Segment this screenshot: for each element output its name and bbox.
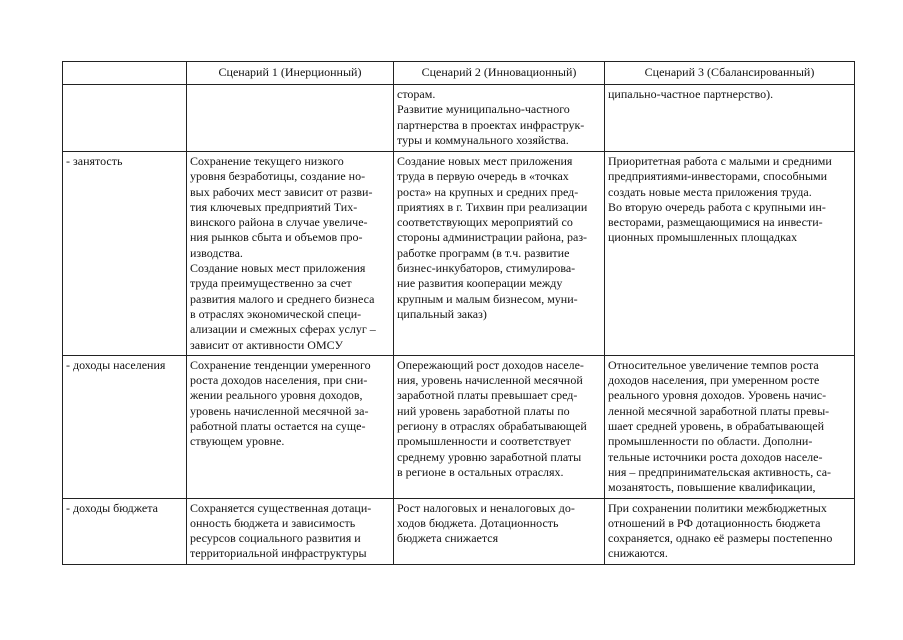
cell-text-line: ния, уровень начисленной месячной: [397, 373, 583, 388]
cell-text-line: доходов населения, при умеренном росте: [608, 373, 820, 388]
cell-text-line: туры и коммунального хозяйства.: [397, 132, 569, 147]
cell-text-line: труда в первую очередь в «точках: [397, 169, 569, 184]
row-label: - доходы населения: [63, 355, 187, 498]
cell-text-line: ципальный заказ): [397, 306, 487, 321]
cell-text-line: ционных промышленных площадках: [608, 230, 798, 245]
scenario-2-cell: [394, 355, 605, 498]
cell-text-line: При сохранении политики межбюджетных: [608, 500, 827, 515]
cell-text-line: Создание новых мест приложения: [397, 154, 573, 168]
cell-text-line: создать новые места приложения труда.: [608, 184, 812, 199]
cell-text-line: Относительное увеличение темпов роста: [608, 357, 819, 372]
cell-text-line: тельные источники роста доходов населе-: [608, 449, 823, 464]
cell-text-line: весторами, размещающимися на инвести-: [608, 215, 823, 230]
cell-text-line: уровень начисленной месячной за-: [190, 403, 369, 418]
cell-text-line: приятиях в г. Тихвин при реализации: [397, 199, 588, 214]
cell-text-line: труда преимущественно за счет: [190, 276, 352, 291]
table-row: [63, 152, 855, 356]
cell-text-line: работной платы остается на суще-: [190, 419, 366, 434]
cell-text-line: соответствующих мероприятий со: [397, 215, 573, 230]
scenario-1-cell: [187, 152, 394, 356]
scenario-2-cell: [394, 152, 605, 356]
document-page: [62, 61, 854, 565]
scenario-1-cell: [187, 85, 394, 152]
cell-text-line: Во вторую очередь работа с крупными ин-: [608, 199, 826, 214]
scenario-1-cell: [187, 355, 394, 498]
cell-text-line: сохраняется, однако её размеры постепенно: [608, 531, 833, 546]
row-label: - занятость: [63, 152, 187, 356]
cell-text-line: изводства.: [190, 245, 243, 260]
cell-text-line: роста» на крупных и средних пред-: [397, 184, 579, 199]
cell-text-line: ресурсов социального развития и: [190, 531, 361, 546]
scenario-1-cell: [187, 498, 394, 564]
cell-text-line: ния – предпринимательская активность, са-: [608, 464, 832, 479]
cell-text-line: промышленности по области. Дополни-: [608, 434, 813, 449]
header-indicator: [63, 62, 187, 85]
cell-text-line: вых рабочих мест зависит от разви-: [190, 184, 373, 199]
cell-text-line: сторам.: [397, 87, 436, 101]
cell-text-line: в отраслях экономической специ-: [190, 306, 362, 321]
cell-text-line: шает средней уровень, в обрабатывающей: [608, 419, 825, 434]
cell-text-line: онность бюджета и зависимость: [190, 515, 356, 530]
cell-text-line: среднему уровню заработной платы: [397, 449, 582, 464]
cell-text-line: предприятиями-инвесторами, способными: [608, 169, 828, 184]
cell-text-line: ния рынков сбыта и объемов про-: [190, 230, 363, 245]
cell-text-line: крупным и малым бизнесом, муни-: [397, 291, 578, 306]
cell-text-line: развития малого и среднего бизнеса: [190, 291, 375, 306]
scenario-3-cell: [605, 152, 855, 356]
cell-text-line: Опережающий рост доходов населе-: [397, 357, 584, 372]
table-header-row: [63, 62, 855, 85]
row-label: [63, 85, 187, 152]
cell-text-line: территориальной инфраструктуры: [190, 546, 367, 561]
cell-text-line: бизнес-инкубаторов, стимулирова-: [397, 261, 576, 276]
cell-text-line: Сохранение тенденции умеренного: [190, 357, 371, 372]
header-scenario-3: Сценарий 3 (Сбалансированный): [605, 62, 855, 85]
cell-text-line: ципально-частное партнерство).: [608, 87, 774, 101]
cell-text-line: винского района в случае увеличе-: [190, 215, 368, 230]
cell-text-line: заработной платы превышает сред-: [397, 388, 578, 403]
table-row: [63, 498, 855, 564]
cell-text-line: ализации и смежных сферах услуг –: [190, 322, 376, 337]
cell-text-line: партнерства в проектах инфраструк-: [397, 117, 585, 132]
cell-text-line: ходов бюджета. Дотационность: [397, 515, 559, 530]
header-scenario-2: Сценарий 2 (Инновационный): [394, 62, 605, 85]
scenario-3-cell: [605, 85, 855, 152]
cell-text-line: Рост налоговых и неналоговых до-: [397, 500, 575, 515]
scenario-3-cell: [605, 355, 855, 498]
cell-text-line: Сохранение текущего низкого: [190, 154, 344, 168]
cell-text-line: Создание новых мест приложения: [190, 261, 366, 276]
cell-text-line: региону в отраслях обрабатывающей: [397, 419, 587, 434]
cell-text-line: промышленности и соответствует: [397, 434, 571, 449]
cell-text-line: тия ключевых предприятий Тих-: [190, 199, 358, 214]
cell-text-line: Сохраняется существенная дотаци-: [190, 500, 372, 515]
cell-text-line: мозанятость, повышение квалификации,: [608, 480, 816, 495]
cell-text-line: роста доходов населения, при сни-: [190, 373, 368, 388]
scenario-2-cell: [394, 85, 605, 152]
cell-text-line: ние развития кооперации между: [397, 276, 563, 291]
cell-text-line: отношений в РФ дотационность бюджета: [608, 515, 821, 530]
cell-text-line: уровня безработицы, создание но-: [190, 169, 366, 184]
table-row: [63, 355, 855, 498]
table-row: [63, 85, 855, 152]
cell-text-line: ствующем уровне.: [190, 434, 285, 449]
cell-text-line: ленной месячной заработной платы превы-: [608, 403, 830, 418]
cell-text-line: жении реального уровня доходов,: [190, 388, 363, 403]
cell-text-line: в регионе в остальных отраслях.: [397, 464, 564, 479]
cell-text-line: работке программ (в т.ч. развитие: [397, 245, 570, 260]
scenario-3-cell: [605, 498, 855, 564]
cell-text-line: Приоритетная работа с малыми и средними: [608, 154, 832, 168]
cell-text-line: зависит от активности ОМСУ: [190, 337, 343, 352]
cell-text-line: бюджета снижается: [397, 531, 499, 546]
row-label: - доходы бюджета: [63, 498, 187, 564]
scenario-2-cell: [394, 498, 605, 564]
cell-text-line: Развитие муниципально-частного: [397, 102, 570, 117]
cell-text-line: стороны администрации района, раз-: [397, 230, 588, 245]
cell-text-line: снижаются.: [608, 546, 668, 561]
scenarios-table: [62, 61, 855, 565]
header-scenario-1: Сценарий 1 (Инерционный): [187, 62, 394, 85]
cell-text-line: реального уровня доходов. Уровень начис-: [608, 388, 827, 403]
cell-text-line: ний уровень заработной платы по: [397, 403, 570, 418]
